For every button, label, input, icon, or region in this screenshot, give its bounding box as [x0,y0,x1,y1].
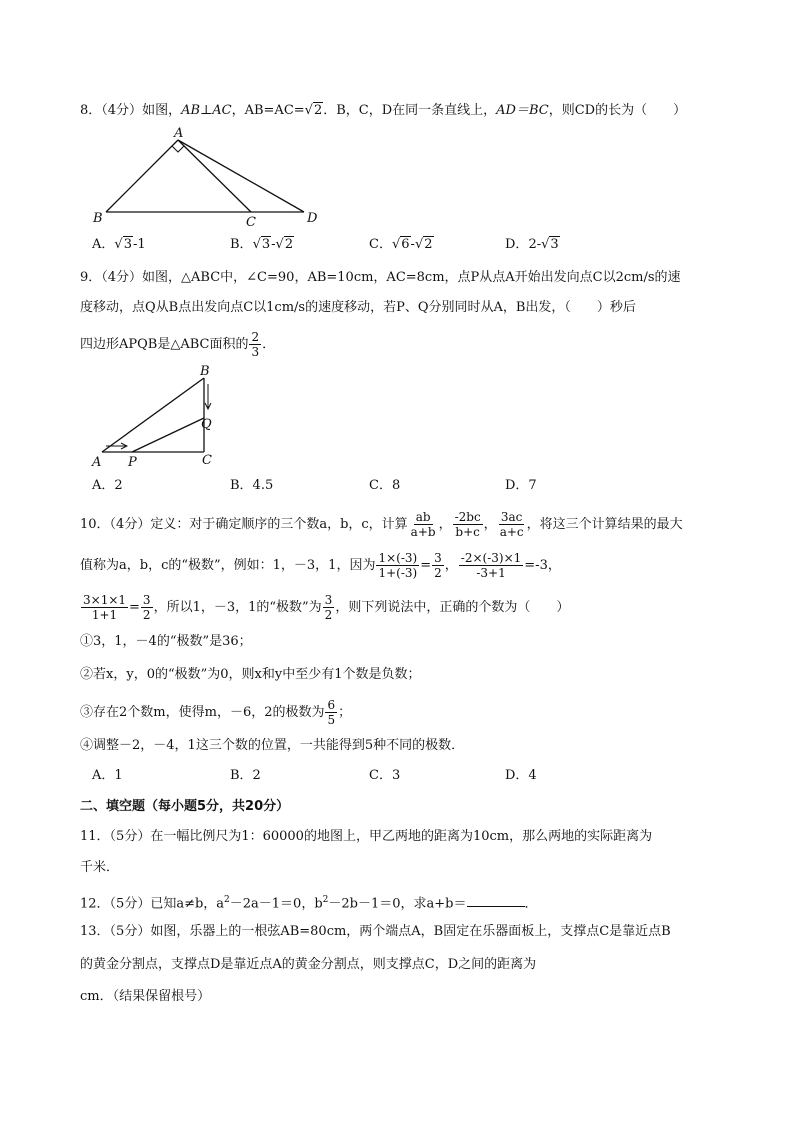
q9-figure [90,362,230,470]
q10-option-c[interactable]: C．3 [369,768,401,783]
q9-stem-line3: 四边形APQB是△ABC面积的 $\frac{2}{3}$ ． [80,330,276,359]
q9-fraction: $\frac{2}{3}$ [251,330,260,359]
q10-statement-2: ②若x，y，0的“极数”为0，则x和y中至少有1个数是负数； [80,667,421,682]
q10-option-b[interactable]: B．2 [230,768,261,783]
q13-stem-line2: 的黄金分割点，支撑点D是靠近点A的黄金分割点，则支撑点C，D之间的距离为 [80,957,537,972]
q10-stem-line3: $\frac{3\times 1\times 1}{1+1}$ = $\frac{3}{2}$ ，所以1，－3，1的“极数”为 $\frac{3}{2}$ ，则下列说法中，正确的个数为（ ） [83,593,570,622]
q8-label-a: A [174,126,184,141]
q10-statement-1: ①3，1，－4的“极数”是36； [80,634,252,649]
q9-stem-line2: 度移动，点Q从B点出发向点C以1cm/s的速度移动，若P、Q分别同时从A，B出发，（ ）秒后 [80,300,636,315]
q10-stem-line1: 10．（4分）定义：对于确定顺序的三个数a，b，c，计算 $\frac{ab}{a+b}$ ， $\frac{-2bc}{b+c}$ ， $\frac{3ac}{a+c}$ ，将这三个计算结果的最大 [80,510,683,539]
q9-label-q: Q [201,417,212,432]
q13-stem-line3: cm．（结果保留根号） [80,989,211,1004]
section-title-fill-blank: 二、填空题（每小题5分，共20分） [80,799,290,814]
q9-label-a: A [92,455,102,470]
q9-option-d[interactable]: D．7 [505,478,537,493]
q8-option-c[interactable]: C．√6-√2 [369,237,433,252]
q12-stem: 12．（5分）已知a≠b，$a^2-2a-1=0$，$b^2-2b-1=0$，求a+b＝ ． [80,890,538,914]
q8-label-b: B [93,211,103,226]
q9-label-b: B [200,364,210,379]
q10-statement-4: ④调整－2，－4，1这三个数的位置，一共能得到5种不同的极数． [80,738,465,753]
q8-figure [88,124,328,229]
q8-option-b[interactable]: B．√3-√2 [230,237,294,252]
q8-option-a[interactable]: A．√3-1 [92,237,146,252]
q8-line-ad [178,140,304,212]
q8-right-angle-mark [172,146,184,152]
q9-option-b[interactable]: B．4.5 [230,478,274,493]
q9-label-p: P [128,455,137,470]
q8-label-c: C [246,215,256,229]
q11-stem-line1: 11．（5分）在一幅比例尺为1：60000的地图上，甲乙两地的距离为10cm，那么两地的实际距离为 [80,829,653,844]
q8-line-ab [106,140,178,212]
q10-option-d[interactable]: D．4 [505,768,537,783]
q12-answer-blank[interactable] [467,892,525,907]
q10-statement-3: ③存在2个数m，使得m，－6，2的极数为 $\frac{6}{5}$ ； [80,698,352,727]
sqrt-2: √2 [304,103,323,118]
q10-stem-line2: 值称为a，b，c的“极数”，例如：1，－3，1，因为 $\frac{1\times(-3)}{1+(-3)}$ = $\frac{3}{2}$ ， $\frac{-2\times(-3)\times 1}{-3+1}$ =-3， [80,551,561,580]
q11-stem-line2: 千米． [80,860,120,875]
q8-option-d[interactable]: D．2-√3 [505,237,559,252]
q13-stem-line1: 13．（5分）如图，乐器上的一根弦AB=80cm，两个端点A，B固定在乐器面板上，支撑点C是靠近点B [80,924,671,939]
q10-option-a[interactable]: A．1 [92,768,123,783]
q9-label-c: C [202,453,212,468]
q8-stem: 8．（4分）如图，AB⊥AC，AB=AC=√2．B，C，D在同一条直线上，AD＝BC，则CD的长为（ ） [80,101,686,121]
q9-option-c[interactable]: C．8 [369,478,401,493]
q9-stem-line1: 9．（4分）如图，△ABC中，∠C=90，AB=10cm，AC=8cm，点P从点A开始出发向点C以2cm/s的速 [80,270,681,285]
q9-option-a[interactable]: A．2 [92,478,123,493]
q8-label-d: D [307,211,318,226]
